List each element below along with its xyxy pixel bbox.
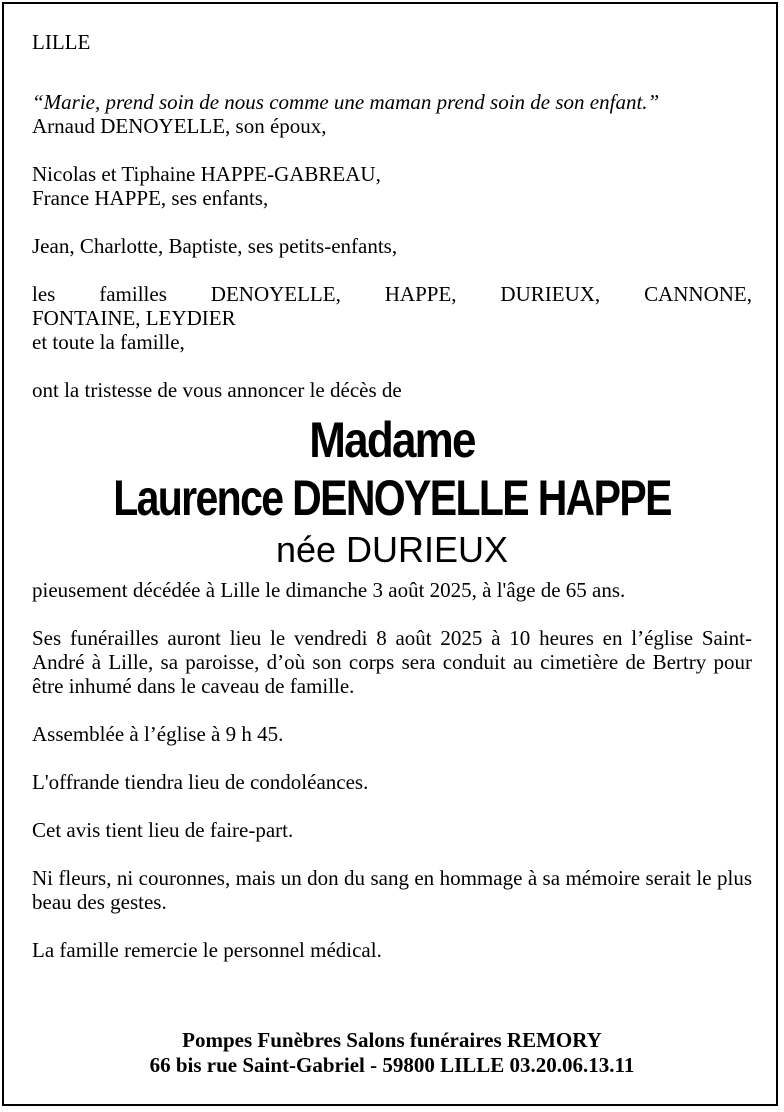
grandchildren-line: Jean, Charlotte, Baptiste, ses petits-enfants, xyxy=(32,234,398,258)
funeral-home-address: 66 bis rue Saint-Gabriel - 59800 LILLE 03.20.06.13.11 xyxy=(149,1053,635,1077)
deceased-maiden-name: née DURIEUX xyxy=(275,529,509,570)
funeral-home-name: Pompes Funèbres Salons funéraires REMORY xyxy=(182,1028,602,1052)
city-header: LILLE xyxy=(32,30,91,54)
spouse-line: Arnaud DENOYELLE, son époux, xyxy=(32,114,327,138)
children-line-2: France HAPPE, ses enfants, xyxy=(32,186,269,210)
offering-line: L'offrande tiendra lieu de condoléances. xyxy=(32,770,369,794)
obituary-notice xyxy=(32,30,752,962)
notice-statement: Cet avis tient lieu de faire-part. xyxy=(32,818,294,842)
families-line-1: les familles DENOYELLE, HAPPE, DURIEUX, CANNONE, xyxy=(32,282,752,306)
thanks-line: La famille remercie le personnel médical. xyxy=(32,938,382,962)
assembly-line: Assemblée à l’église à 9 h 45. xyxy=(32,722,284,746)
deceased-name-block xyxy=(32,412,752,572)
quote: “Marie, prend soin de nous comme une maman prend soin de son enfant.” xyxy=(32,90,660,114)
flowers-line: Ni fleurs, ni couronnes, mais un don du sang en hommage à sa mémoire serait le plus beau des gestes. xyxy=(32,866,752,914)
announcement-line: ont la tristesse de vous annoncer le décès de xyxy=(32,378,402,402)
children-line-1: Nicolas et Tiphaine HAPPE-GABREAU, xyxy=(32,162,381,186)
deceased-full-name: Laurence DENOYELLE HAPPE xyxy=(113,470,671,526)
families-line-2: FONTAINE, LEYDIER xyxy=(32,306,236,330)
families-line-3: et toute la famille, xyxy=(32,330,185,354)
funeral-home-footer xyxy=(0,1028,784,1078)
death-details: pieusement décédée à Lille le dimanche 3 août 2025, à l'âge de 65 ans. xyxy=(32,578,626,602)
funeral-details: Ses funérailles auront lieu le vendredi 8 août 2025 à 10 heures en l’église Saint-André à Lille, sa paroisse, d’où son corps sera conduit au cimetière de Bertry pour être inhumé dans le caveau de famille. xyxy=(32,626,752,698)
deceased-title: Madame xyxy=(309,412,475,468)
